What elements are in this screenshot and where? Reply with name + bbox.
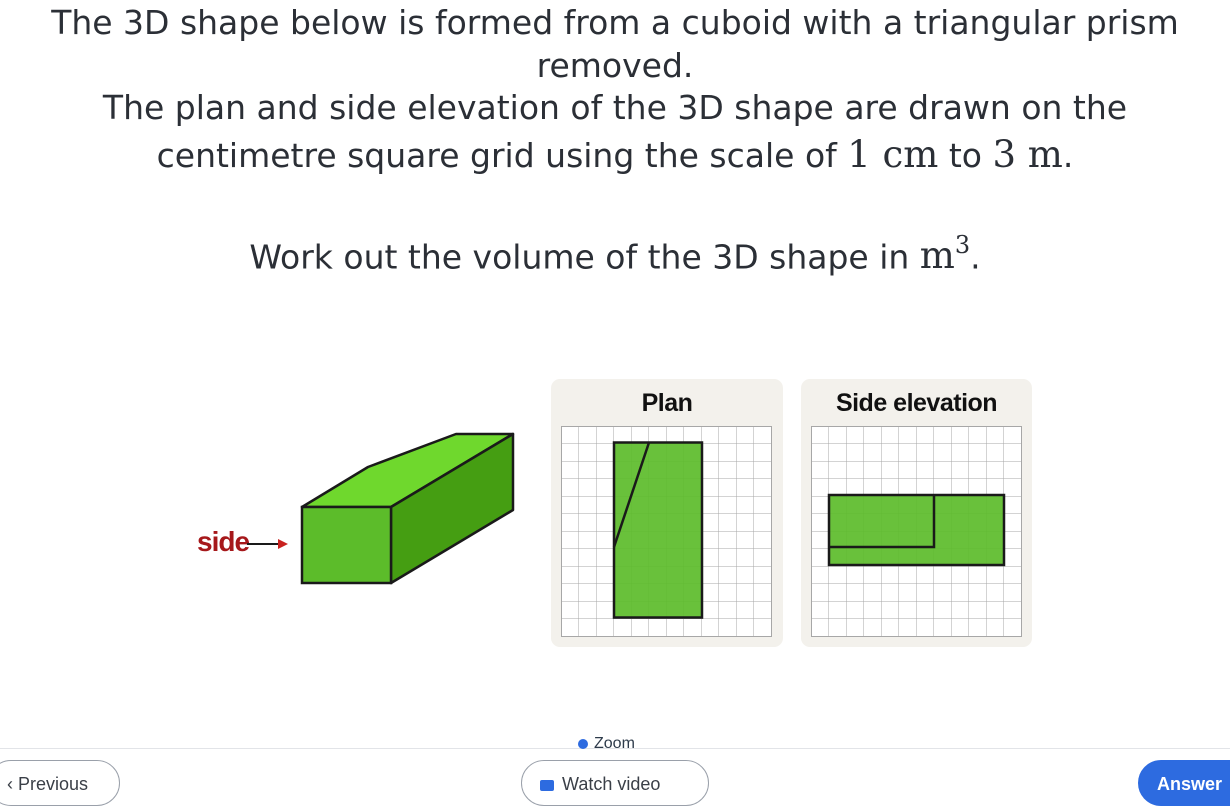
question-line-4	[0, 134, 1230, 177]
3d-shape-diagram	[295, 430, 520, 590]
scale-m: 3 m	[992, 133, 1063, 176]
scale-end: .	[1062, 136, 1074, 175]
elevation-shape	[829, 495, 1004, 565]
plan-shape	[614, 443, 702, 618]
side-elevation-card	[801, 379, 1032, 647]
prompt-text: Work out the volume of the 3D shape in	[249, 237, 920, 277]
volume-unit	[919, 231, 971, 278]
side-arrow-icon	[246, 536, 290, 552]
watch-video-button[interactable]	[521, 760, 709, 806]
shape-front-face	[302, 507, 391, 583]
side-elevation-grid	[811, 426, 1024, 639]
previous-button[interactable]: ‹ Previous	[0, 760, 120, 806]
scale-text: centimetre square grid using the scale of	[156, 136, 848, 175]
question-prompt	[0, 226, 1230, 278]
plan-card	[551, 379, 783, 647]
volume-unit-base: m	[919, 234, 955, 278]
zoom-icon	[578, 739, 588, 749]
video-icon	[540, 780, 554, 791]
prompt-end: .	[970, 237, 981, 277]
zoom-label: Zoom	[594, 735, 635, 752]
answer-button[interactable]: Answer	[1138, 760, 1230, 806]
volume-unit-exponent: 3	[954, 231, 971, 259]
question-line-2: removed.	[536, 46, 694, 85]
side-label: side	[197, 526, 250, 557]
plan-title: Plan	[641, 389, 693, 417]
watch-video-label: Watch video	[562, 774, 661, 794]
side-elevation-title: Side elevation	[835, 389, 998, 417]
scale-cm: 1 cm	[847, 133, 939, 176]
question-line-3: The plan and side elevation of the 3D shape are drawn on the	[102, 88, 1128, 127]
plan-grid	[561, 426, 774, 639]
zoom-button[interactable]	[578, 735, 635, 753]
question-line-1: The 3D shape below is formed from a cuboid with a triangular prism	[51, 3, 1179, 42]
scale-to: to	[938, 136, 993, 175]
